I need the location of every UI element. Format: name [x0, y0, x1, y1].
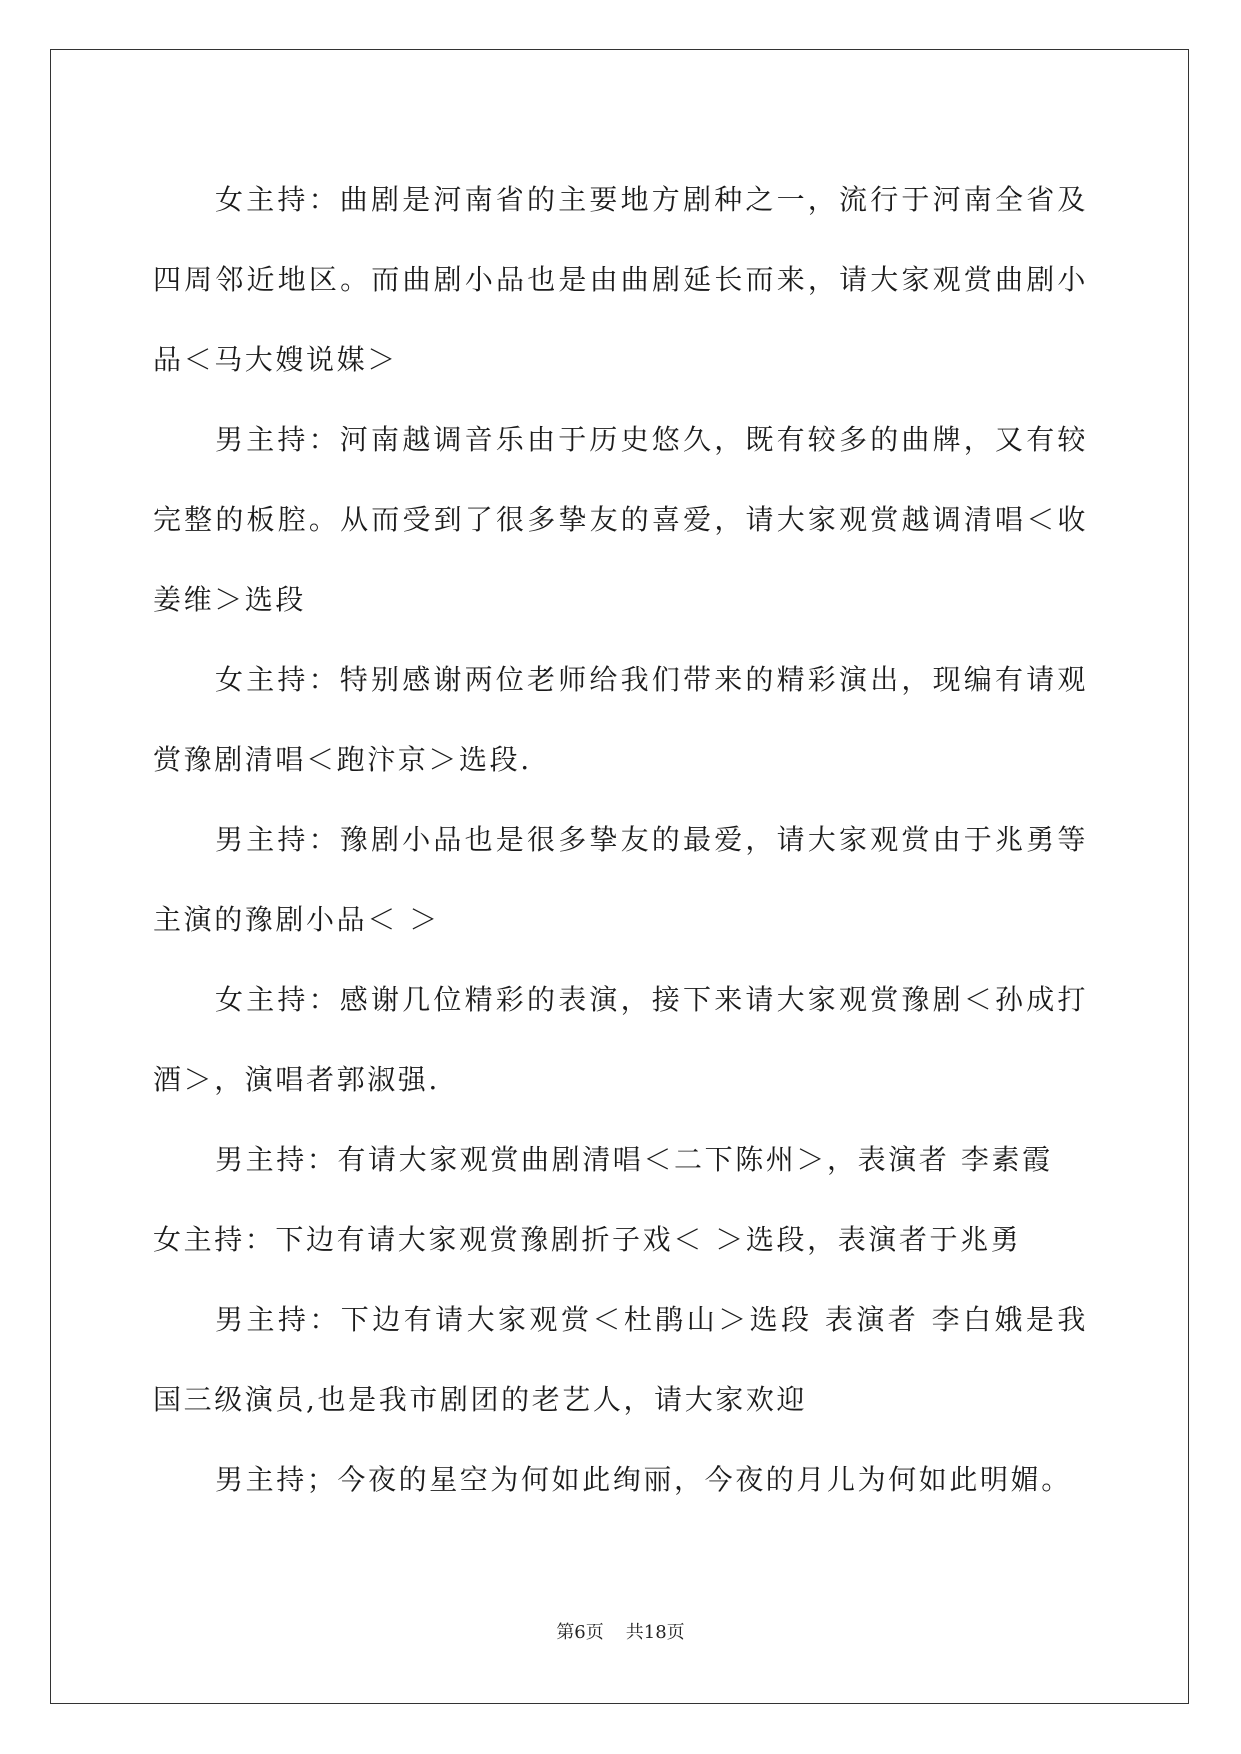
page-footer [0, 1618, 1241, 1644]
document-body [153, 160, 1088, 1520]
paragraph: 男主持：有请大家观赏曲剧清唱＜二下陈州＞，表演者 李素霞 [215, 1143, 1053, 1176]
page-number: 第6页 [556, 1622, 604, 1643]
paragraph: 男主持：河南越调音乐由于历史悠久，既有较多的曲牌，又有较完整的板腔。从而受到了很多挚友的喜爱，请大家观赏越调清唱＜收姜维＞选段 [153, 423, 1088, 616]
paragraph: 女主持：感谢几位精彩的表演，接下来请大家观赏豫剧＜孙成打酒＞，演唱者郭淑强. [153, 983, 1088, 1096]
paragraph: 男主持：豫剧小品也是很多挚友的最爱，请大家观赏由于兆勇等主演的豫剧小品＜ ＞ [153, 823, 1088, 936]
paragraph: 女主持：曲剧是河南省的主要地方剧种之一，流行于河南全省及四周邻近地区。而曲剧小品也是由曲剧延长而来，请大家观赏曲剧小品＜马大嫂说媒＞ [153, 183, 1088, 376]
page-total: 共18页 [625, 1622, 685, 1643]
paragraph: 男主持：下边有请大家观赏＜杜鹃山＞选段 表演者 李白娥是我国三级演员,也是我市剧团的老艺人，请大家欢迎 [153, 1303, 1088, 1416]
paragraph: 女主持：下边有请大家观赏豫剧折子戏＜ ＞选段，表演者于兆勇 [153, 1223, 1022, 1256]
paragraph: 女主持：特别感谢两位老师给我们带来的精彩演出，现编有请观赏豫剧清唱＜跑汴京＞选段. [153, 663, 1088, 776]
paragraph: 男主持；今夜的星空为何如此绚丽，今夜的月儿为何如此明媚。 [215, 1463, 1072, 1496]
